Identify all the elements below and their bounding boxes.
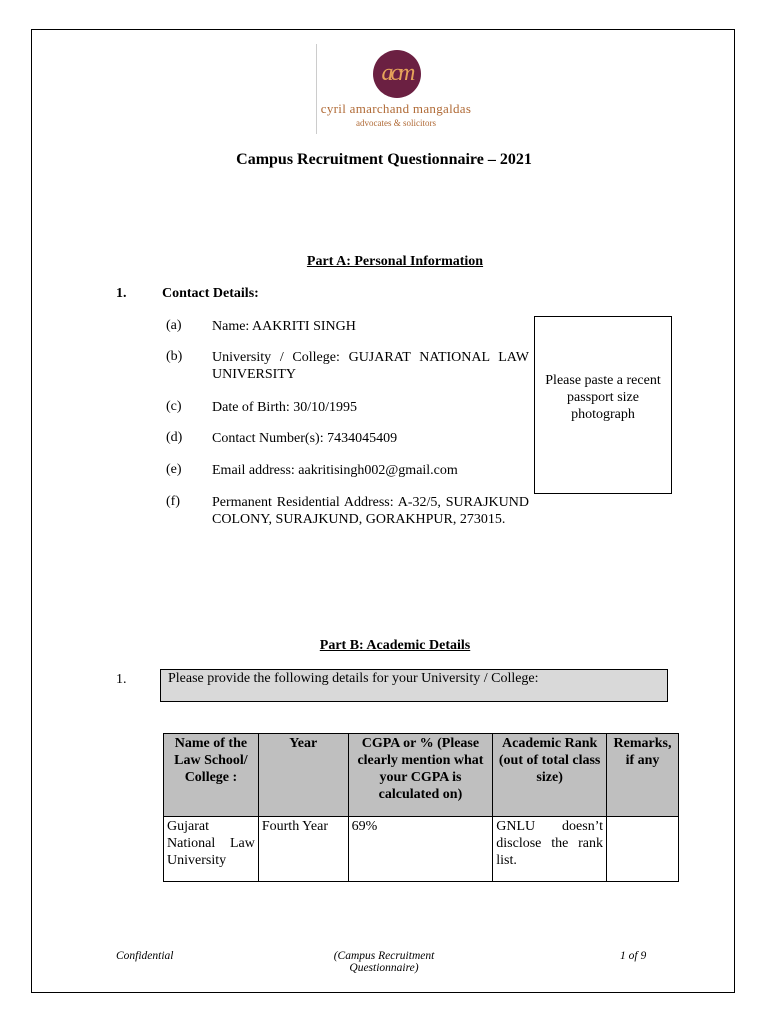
photo-placeholder: Please paste a recent passport size photograph (534, 316, 672, 494)
item-letter-c: (c) (166, 399, 182, 414)
logo-monogram: acm (373, 50, 421, 98)
footer-document-name: (Campus Recruitment Questionnaire) (333, 950, 435, 974)
footer-page-number: 1 of 9 (620, 950, 647, 962)
cell-year: Fourth Year (258, 817, 348, 882)
header-law-school: Name of the Law School/ College : (164, 734, 259, 817)
header-academic-rank: Academic Rank (out of total class size) (493, 734, 607, 817)
part-b-section-number: 1. (116, 672, 127, 687)
table-header-row (164, 734, 679, 817)
part-a-heading: Part A: Personal Information (306, 254, 484, 269)
item-letter-a: (a) (166, 318, 182, 333)
item-letter-f: (f) (166, 494, 180, 509)
cell-cgpa: 69% (348, 817, 493, 882)
cell-remarks (607, 817, 679, 882)
cell-academic-rank: GNLU doesn’t disclose the rank list. (493, 817, 607, 882)
item-letter-b: (b) (166, 349, 183, 364)
header-remarks: Remarks, if any (607, 734, 679, 817)
header-year: Year (258, 734, 348, 817)
item-name: Name: AAKRITI SINGH (212, 319, 356, 334)
item-contact-number: Contact Number(s): 7434045409 (212, 431, 398, 446)
header-cgpa: CGPA or % (Please clearly mention what your CGPA is calculated on) (348, 734, 493, 817)
part-a-section-number: 1. (116, 286, 127, 301)
item-email: Email address: aakritisingh002@gmail.com (212, 463, 458, 478)
table-row (164, 817, 679, 882)
document-title: Campus Recruitment Questionnaire – 2021 (236, 151, 532, 168)
item-address: Permanent Residential Address: A-32/5, SURAJKUND COLONY, SURAJKUND, GORAKHPUR, 273015. (212, 495, 529, 527)
footer-confidential: Confidential (116, 950, 174, 962)
cell-law-school: Gujarat National Law University (164, 817, 259, 882)
item-date-of-birth: Date of Birth: 30/10/1995 (212, 400, 358, 415)
academic-details-table (163, 733, 679, 882)
logo-firm-name: cyril amarchand mangaldas (320, 101, 472, 116)
item-university: University / College: GUJARAT NATIONAL LAW UNIVERSITY (212, 350, 529, 382)
academic-instruction: Please provide the following details for your University / College: (160, 669, 668, 702)
firm-logo (316, 44, 476, 134)
item-letter-e: (e) (166, 462, 182, 477)
part-b-heading: Part B: Academic Details (319, 638, 471, 653)
contact-details-label: Contact Details: (162, 286, 259, 301)
logo-tagline: advocates & solicitors (356, 118, 436, 128)
item-letter-d: (d) (166, 430, 183, 445)
